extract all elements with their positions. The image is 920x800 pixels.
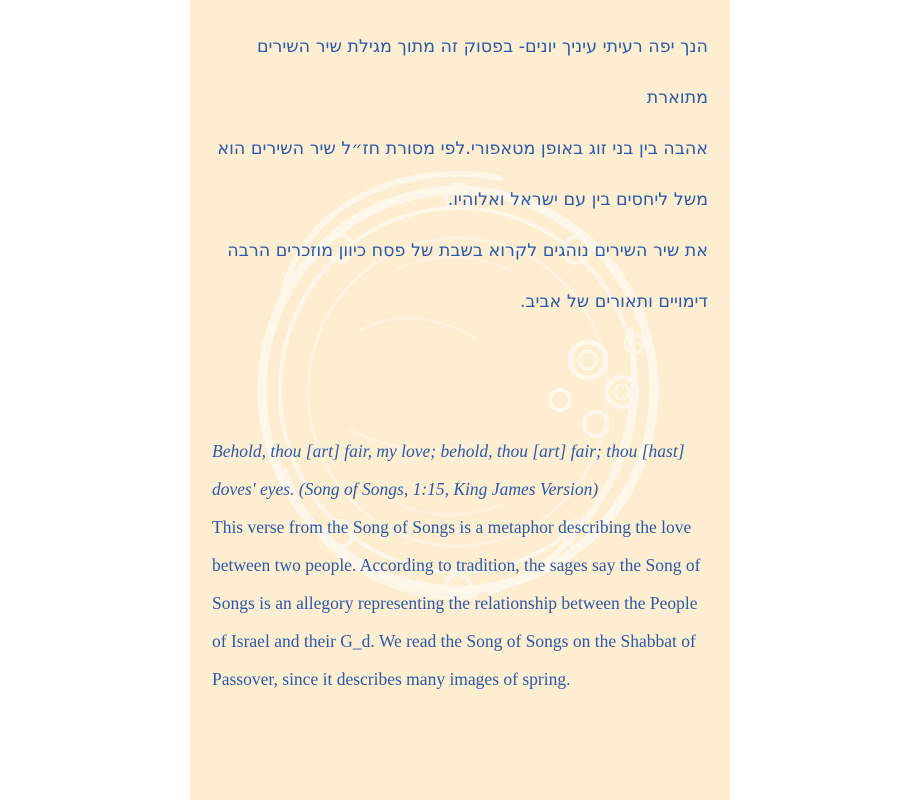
hebrew-line-4: את שיר השירים נוהגים לקרוא בשבת של פסח כיוון מוזכרים הרבה	[227, 241, 708, 261]
hebrew-line-2: אהבה בין בני זוג באופן מטאפורי.לפי מסורת חז״ל שיר השירים הוא	[217, 139, 708, 159]
english-passage	[212, 432, 708, 698]
english-quote: Behold, thou [art] fair, my love; behold, thou [art] fair; thou [hast] doves' eyes. (Song of Songs, 1:15, King James Version)	[212, 441, 685, 499]
text-layer	[190, 0, 730, 800]
hebrew-line-5: דימויים ותאורים של אביב.	[519, 292, 708, 312]
hebrew-passage	[212, 22, 708, 328]
english-commentary: This verse from the Song of Songs is a metaphor describing the love between two people. According to tradition, the sages say the Song of Songs is an allegory representing the relationship between the People of Israel and their G_d. We read the Song of Songs on the Shabbat of Passover, since it describes many images of spring.	[212, 517, 701, 689]
poster-card	[190, 0, 730, 800]
hebrew-line-1: הנך יפה רעיתי עיניך יונים- בפסוק זה מתוך מגילת שיר השירים מתוארת	[256, 37, 708, 108]
hebrew-line-3: משל ליחסים בין עם ישראל ואלוהיו.	[447, 190, 708, 210]
